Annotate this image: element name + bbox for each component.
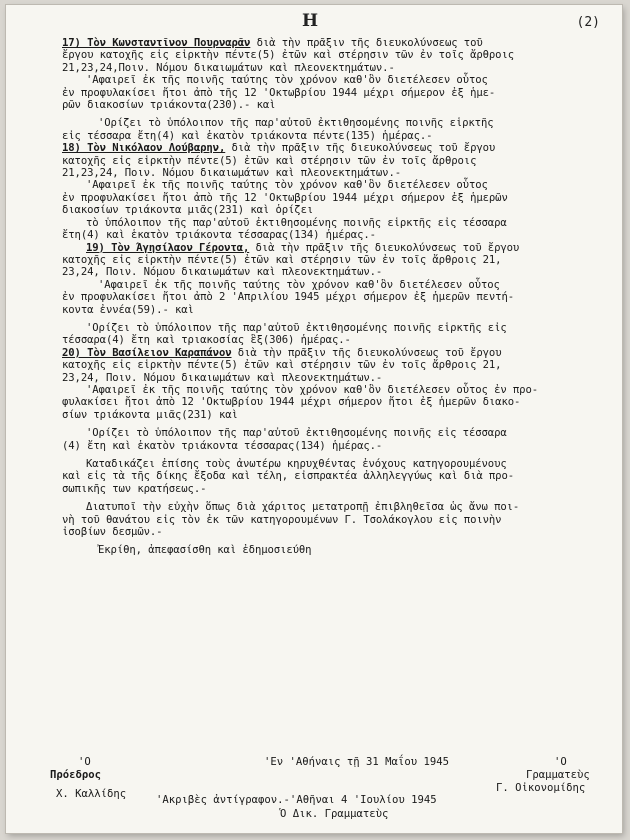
paragraph-p19b [62,322,610,347]
page-number: (2) [576,15,600,30]
presiding-title: Πρόεδρος [50,769,102,781]
text-line [62,204,610,216]
secretary-role: 'Ο [554,756,567,768]
text-line [62,291,610,303]
line-text: διὰ τὴν πρᾶξιν τῆς διευκολύνσεως τοῦ [250,37,483,49]
text-line [62,514,610,526]
line-text: 23,24, Ποιν. Νόμου δικαιωμάτων καὶ πλεονεκτημάτων.- [62,266,383,279]
text-line [62,179,610,191]
text-line [62,155,610,167]
text-line [62,74,610,86]
presiding-name: Χ. Καλλίδης [56,788,127,800]
line-text: Διατυποῖ τὴν εὐχὴν ὅπως διὰ χάριτος μετατροπῇ ἐπιβληθεῖσα ὡς ἄνω ποι- [86,501,520,514]
text-line [62,49,610,61]
defendant-heading: 17) Τὸν Κωνσταντῖνον Πουρναρᾶν [62,37,251,49]
court-secretary-signer: Ὁ Δικ. Γραμματεὺς [280,808,389,820]
line-text: ἐν προφυλακίσει ἤτοι ἀπὸ τῆς 12 'Οκτωβρίου 1944 μέχρι σήμερον ἐξ ἡμερῶν [62,191,508,204]
paragraph-p20b [62,427,610,452]
text-line [62,192,610,204]
line-text: 'Ορίζει τὸ ὑπόλοιπον τῆς παρ'αὐτοῦ ἐκτιθησομένης ποινῆς εἰς τέσσαρα [86,427,507,440]
text-line [62,266,610,278]
line-text: 'Αφαιρεῖ ἐκ τῆς ποινῆς ταύτης τὸν χρόνον καθ'ὃν διετέλεσεν οὗτος ἐν προ- [86,383,539,396]
text-line [62,458,610,470]
line-text: 'Αφαιρεῖ ἐκ τῆς ποινῆς ταύτης τὸν χρόνον καθ'ὃν διετέλεσεν οὗτος [98,278,500,291]
line-text: 'Ορίζει τὸ ὑπόλοιπον τῆς παρ'αὐτοῦ ἐκτιθησομένης ποινῆς εἱρκτῆς εἰς [86,321,507,334]
text-line [62,279,610,291]
text-line [62,334,610,346]
text-line [62,384,610,396]
line-text: τὸ ὑπόλοιπον τῆς παρ'αὐτοῦ ἐκτιθησομένης ποινῆς εἱρκτῆς εἰς τέσσαρα [86,216,507,229]
line-text: (4) ἔτη καὶ ἑκατὸν τριάκοντα τέσσαρας(134) ἡμέρας.- [62,439,383,452]
defendant-heading: 20) Τὸν Βασίλειον Καραπάνον [62,346,232,359]
line-text: κατοχῆς εἰς εἱρκτὴν πέντε(5) ἐτῶν καὶ στέρησιν τῶν ἐν τοῖς ἄρθροις 21, [62,359,502,372]
paragraph-p22 [62,501,610,538]
text-line [62,87,610,99]
text-line [62,322,610,334]
line-text: 21,23,24,Ποιν. Νόμου δικαιωμάτων καὶ πλεονεκτημάτων.- [62,61,395,74]
line-text: σίων τριάκοντα μιᾶς(231) καὶ [62,408,238,421]
document-page [6,5,622,833]
text-line [62,526,610,538]
secretary-name: Γ. Οἰκονομίδης [496,782,586,794]
line-text: διὰ τὴν πρᾶξιν τῆς διευκολύνσεως τοῦ ἔργου [231,346,502,359]
text-line [62,427,610,439]
secretary-title: Γραμματεὺς [526,769,590,781]
line-text: διὰ τὴν πρᾶξιν τῆς διευκολύνσεως τοῦ ἔργου [225,142,496,155]
text-line [62,99,610,111]
text-line [62,130,610,142]
text-line [62,409,610,421]
line-text: 23,24, Ποιν. Νόμου δικαιωμάτων καὶ πλεονεκτημάτων.- [62,371,383,384]
line-text: νὴ τοῦ θανάτου εἰς τὸν ἐκ τῶν κατηγορουμένων Γ. Τσολάκογλου εἰς ποινὴν [62,513,502,526]
text-line [62,217,610,229]
line-text: φυλακίσει ἤτοι ἀπὸ 12 'Οκτωβρίου 1944 μέχρι σήμερον ἤτοι ἐξ ἡμερῶν διακο- [62,396,521,409]
line-text: Ἐκρίθη, ἀπεφασίσθη καὶ ἐδημοσιεύθη [98,544,312,557]
line-text: κατοχῆς εἰς εἱρκτὴν πέντε(5) ἐτῶν καὶ στέρησιν τῶν ἐν τοῖς ἄρθροις [62,154,477,167]
line-text: τέσσαρα(4) ἔτη καὶ τριακοσίας ἓξ(306) ἡμέρας.- [62,334,351,347]
paragraph-p20a [62,384,610,421]
presiding-role: 'Ο [78,756,91,768]
line-text: ρῶν διακοσίων τριάκοντα(230).- καὶ [62,99,276,112]
line-text: 'Ορίζει τὸ ὑπόλοιπον τῆς παρ'αὐτοῦ ἐκτιθησομένης ποινῆς εἱρκτῆς [98,117,494,130]
line-text: κατοχῆς εἰς εἱρκτὴν πέντε(5) ἐτῶν καὶ στέρησιν τῶν ἐν τοῖς ἄρθροις 21, [62,253,502,266]
line-text: διακοσίων τριάκοντα μιᾶς(231) καὶ ὁρίζει [62,204,314,217]
judgment-text [62,37,610,557]
line-text: ἔτη(4) καὶ ἑκατὸν τριάκοντα τέσσαρας(134) ἡμέρας.- [62,229,376,242]
line-text: διὰ τὴν πρᾶξιν τῆς διευκολύνσεως τοῦ ἔργου [249,241,520,254]
line-text: σωπικῆς των κρατήσεως.- [62,482,207,495]
text-line [62,396,610,408]
text-line [62,440,610,452]
defendant-heading: 18) Τὸν Νικόλαον Λούβαρην, [62,142,226,155]
line-text: Καταδικάζει ἐπίσης τοὺς ἀνωτέρω κηρυχθέντας ἐνόχους κατηγορουμένους [86,458,507,470]
line-text: ἔργου κατοχῆς εἰς εἱρκτὴν πέντε(5) ἐτῶν καὶ στέρησιν τῶν ἐν τοῖς ἄρθροις [62,49,515,62]
text-line [62,142,610,154]
text-line [62,544,610,556]
text-line [62,372,610,384]
text-line [62,483,610,495]
line-text: κοντα ἐννέα(59).- καὶ [62,303,194,316]
text-line [62,117,610,129]
paragraph-p18 [62,142,610,179]
text-line [62,359,610,371]
text-line [62,167,610,179]
paragraph-p17b [62,117,610,142]
paragraph-p21 [62,458,610,495]
line-text: ἰσοβίων δεσμῶν.- [62,526,163,539]
paragraph-p17 [62,37,610,74]
text-line [62,254,610,266]
text-line [62,501,610,513]
paragraph-p19a [62,279,610,316]
paragraph-p18b [62,217,610,242]
text-line [62,304,610,316]
line-text: 21,23,24, Ποιν. Νόμου δικαιωμάτων καὶ πλεονεκτημάτων.- [62,167,402,180]
paragraph-p23 [62,544,610,556]
text-line [62,62,610,74]
page-mark: Н [302,11,319,31]
line-text: εἰς τέσσαρα ἔτη(4) καὶ ἑκατὸν τριάκοντα πέντε(135) ἡμέρας.- [62,129,433,142]
paragraph-p17a [62,74,610,111]
certified-copy-note: 'Ακριβὲς ἀντίγραφον.-'Αθῆναι 4 'Ιουλίου 1945 [156,794,437,806]
paragraph-p19 [62,242,610,279]
line-text: ἐν προφυλακίσει ἤτοι ἀπὸ τῆς 12 'Οκτωβρίου 1944 μέχρι σήμερον ἐξ ἡμε- [62,86,496,99]
text-line [62,470,610,482]
paragraph-p18a [62,179,610,216]
text-line [62,37,610,49]
text-line [62,229,610,241]
line-text: 'Αφαιρεῖ ἐκ τῆς ποινῆς ταύτης τὸν χρόνον καθ'ὃν διετέλεσεν οὗτος [86,74,488,87]
line-text: ἐν προφυλακίσει ἤτοι ἀπὸ 2 'Απριλίου 1945 μέχρι σήμερον ἐξ ἡμερῶν πεντή- [62,291,515,304]
line-text: 'Αφαιρεῖ ἐκ τῆς ποινῆς ταύτης τὸν χρόνον καθ'ὃν διετέλεσεν οὗτος [86,179,488,192]
line-text: καὶ εἰς τὰ τῆς δίκης ἔξοδα καὶ τέλη, εἰσπρακτέα ἀλληλεγγύως καὶ διὰ προ- [62,470,515,483]
paragraph-p20 [62,347,610,384]
text-line [62,347,610,359]
defendant-heading: 19) Τὸν Άγησίλαον Γέροντα, [86,241,250,254]
text-line [62,242,610,254]
place-date-line: 'Εν 'Αθήναις τῇ 31 Μαΐου 1945 [264,756,449,768]
